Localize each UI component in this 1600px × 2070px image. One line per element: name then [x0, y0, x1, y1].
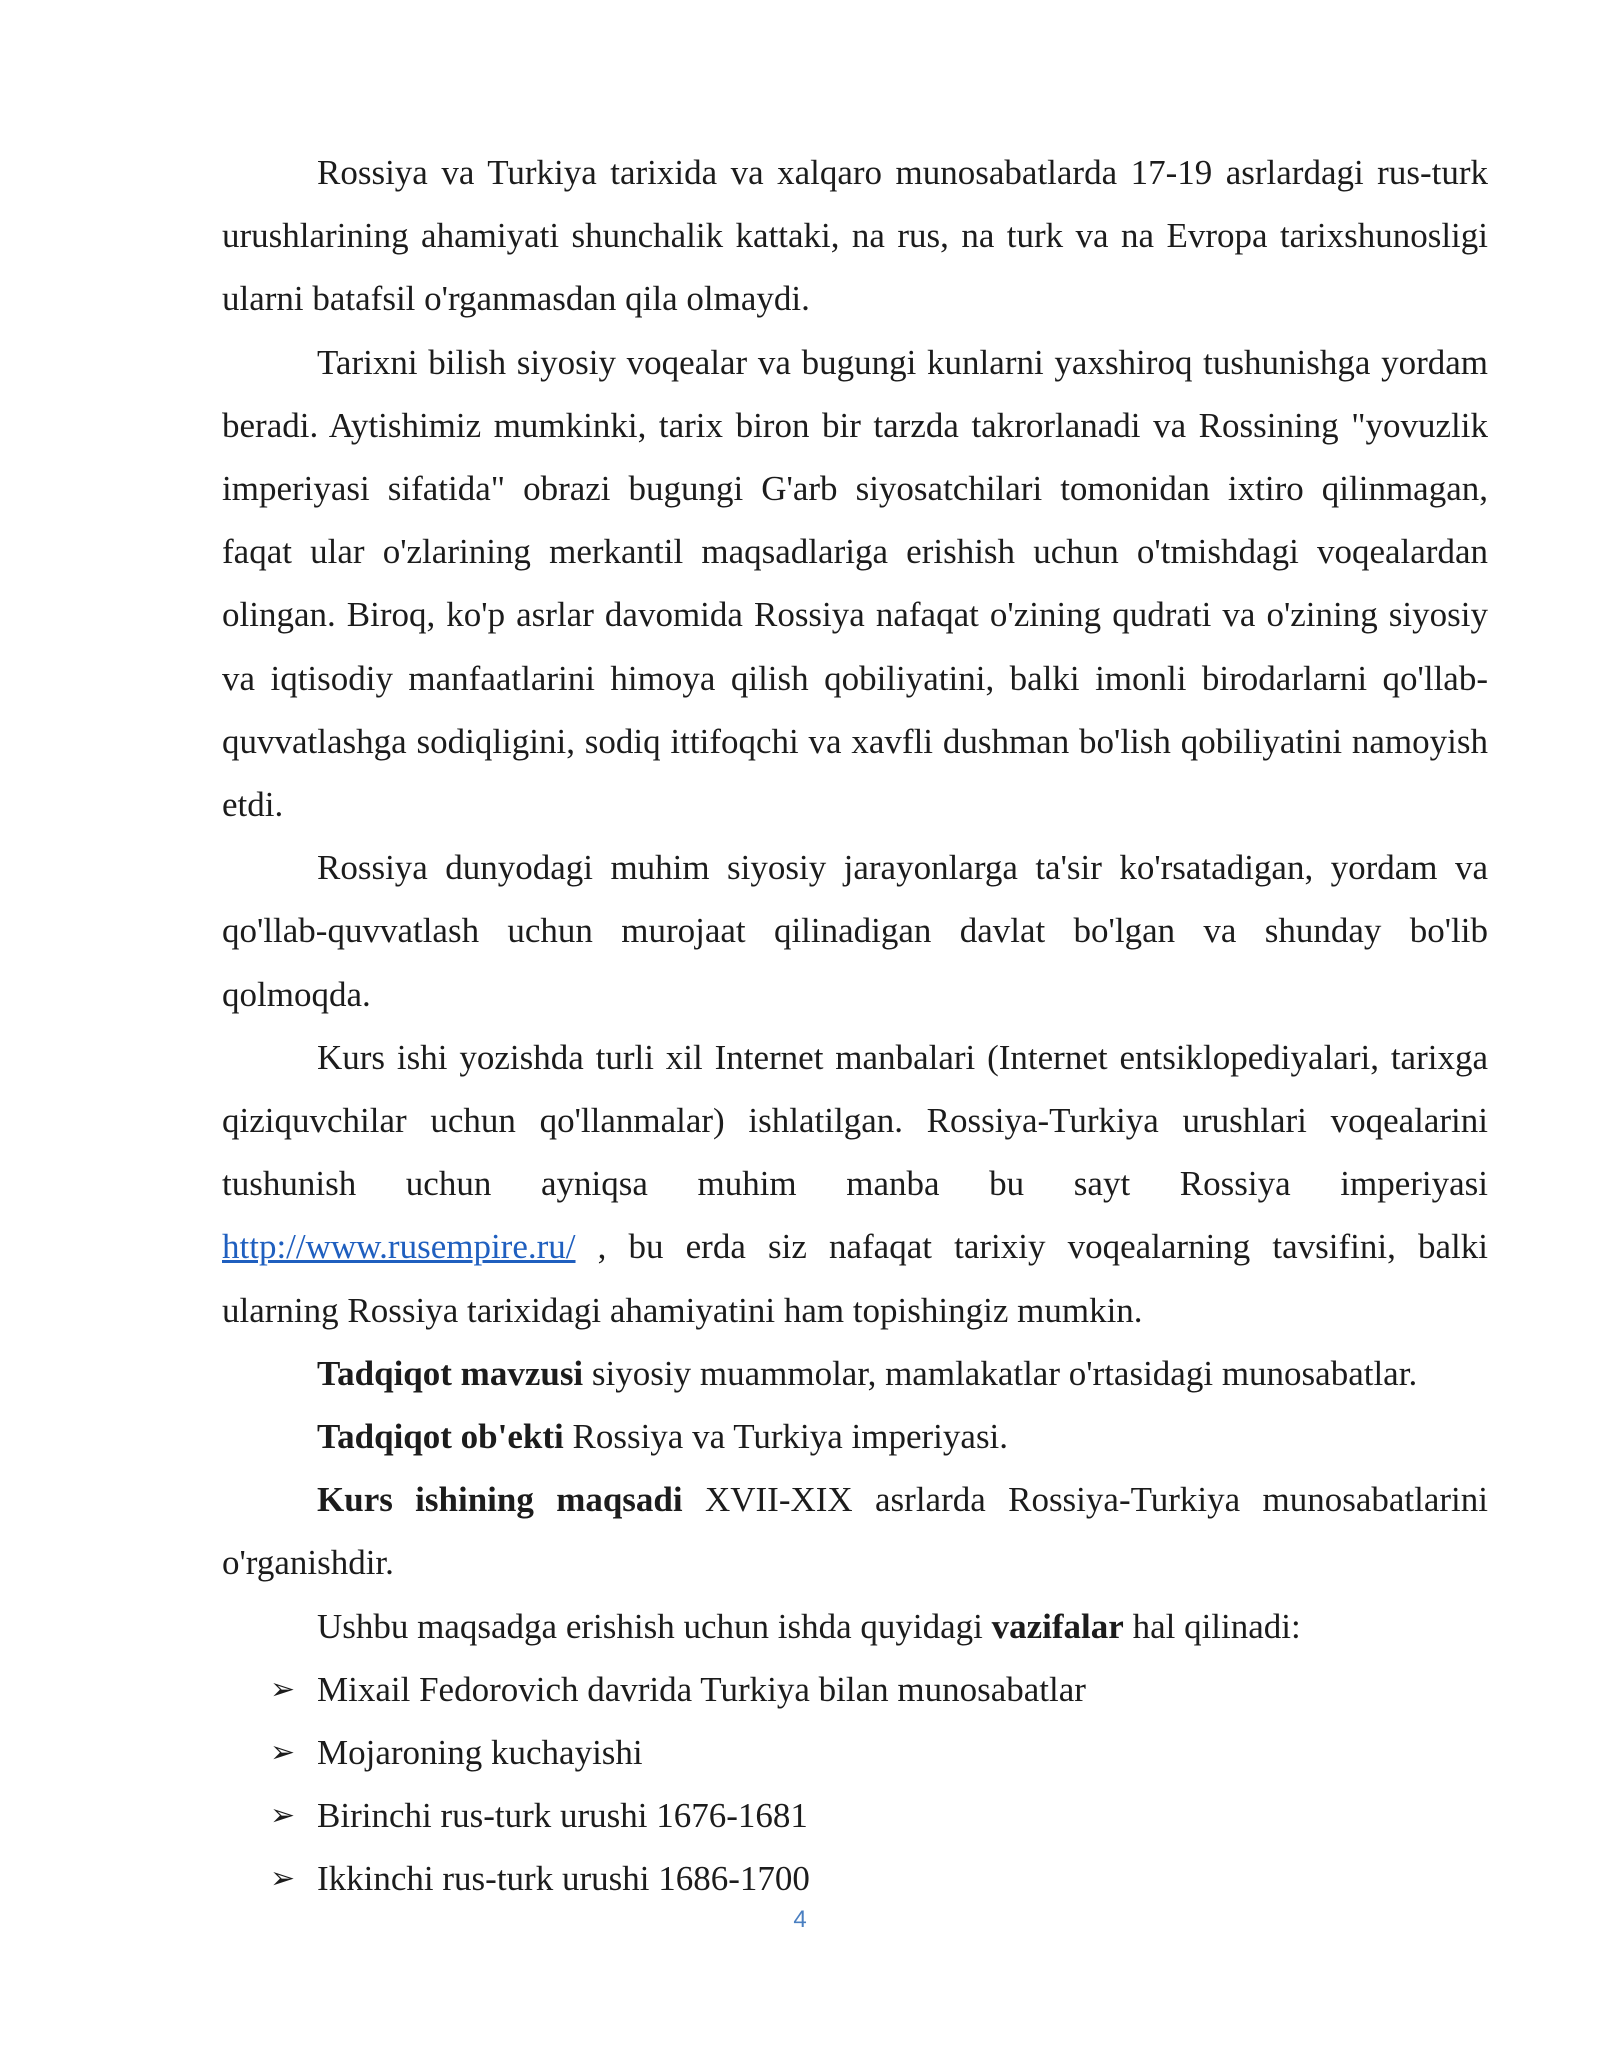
tasks-intro-text-end: hal qilinadi:: [1123, 1606, 1301, 1646]
paragraph-sources: [222, 1026, 1488, 1342]
paragraph-russia-role: Rossiya dunyodagi muhim siyosiy jarayonlarga ta'sir ko'rsatadigan, yordam va qo'llab-quvvatlash uchun murojaat qilinadigan davlat bo'lgan va shunday bo'lib qolmoqda.: [222, 848, 1488, 1014]
paragraph-research-subject: [222, 1342, 1488, 1405]
page-number: 4: [793, 1906, 807, 1933]
rusempire-link[interactable]: http://www.rusempire.ru/: [222, 1227, 576, 1267]
arrowhead-bullet-icon: ➢: [270, 1798, 296, 1834]
research-subject-text: siyosiy muammolar, mamlakatlar o'rtasidagi munosabatlar.: [583, 1353, 1418, 1393]
list-item: [222, 1847, 1488, 1910]
paragraph-goal: [222, 1468, 1488, 1594]
arrowhead-bullet-icon: ➢: [270, 1735, 296, 1771]
goal-text: XVII-XIX asrlarda Rossiya-Turkiya munosabatlarini o'rganishdir.: [222, 1480, 1488, 1583]
list-item-text: Mixail Fedorovich davrida Turkiya bilan munosabatlar: [317, 1669, 1086, 1709]
list-item: [222, 1658, 1488, 1721]
arrowhead-bullet-icon: ➢: [270, 1671, 296, 1707]
arrowhead-bullet-icon: ➢: [270, 1861, 296, 1897]
sources-text: Kurs ishi yozishda turli xil Internet manbalari (Internet entsiklopediyalari, tarixga qiziquvchilar uchun qo'llanmalar) ishlatilgan. Rossiya-Turkiya urushlari voqealarini tushunish uchun ayniqsa muhim manba bu sayt Rossiya imperiyasi: [222, 1037, 1488, 1204]
sources-text-continued: , bu erda siz nafaqat tarixiy voqealarning tavsifini, balki ularning Rossiya tarixidagi ahamiyatini ham topishingiz mumkin.: [222, 1227, 1488, 1330]
research-object-text: Rossiya va Turkiya imperiyasi.: [563, 1417, 1009, 1457]
list-item-text: Mojaroning kuchayishi: [317, 1733, 643, 1773]
paragraph-tasks-intro: [222, 1595, 1488, 1658]
research-object-label: Tadqiqot ob'ekti: [317, 1417, 564, 1457]
list-item-text: Birinchi rus-turk urushi 1676-1681: [317, 1796, 808, 1836]
paragraph-history: Tarixni bilish siyosiy voqealar va bugungi kunlarni yaxshiroq tushunishga yordam beradi. Aytishimiz mumkinki, tarix biron bir tarzda takrorlanadi va Rossining "yovuzlik imperiyasi sifatida" obrazi bugungi G'arb siyosatchilari tomonidan ixtiro qilinmagan, faqat ular o'zlarining merkantil maqsadlariga erishish uchun o'tmishdagi voqealardan olingan. Biroq, ko'p asrlar davomida Rossiya nafaqat o'zining qudrati va o'zining siyosiy va iqtisodiy manfaatlarini himoya qilish qobiliyatini, balki imonli birodarlarni qo'llab-quvvatlashga sodiqligini, sodiq ittifoqchi va xavfli dushman bo'lish qobiliyatini namoyish etdi.: [222, 342, 1488, 825]
tasks-intro-text: Ushbu maqsadga erishish uchun ishda quyidagi: [317, 1606, 992, 1646]
list-item: [222, 1721, 1488, 1784]
tasks-list: [222, 1658, 1488, 1911]
research-subject-label: Tadqiqot mavzusi: [317, 1353, 584, 1393]
paragraph-intro: Rossiya va Turkiya tarixida va xalqaro munosabatlarda 17-19 asrlardagi rus-turk urushlarining ahamiyati shunchalik kattaki, na rus, na turk va na Evropa tarixshunosligi ularni batafsil o'rganmasdan qila olmaydi.: [222, 153, 1488, 319]
paragraph-research-object: [222, 1405, 1488, 1468]
list-item: [222, 1784, 1488, 1847]
document-body: [222, 141, 1488, 1911]
tasks-label: vazifalar: [991, 1606, 1124, 1646]
goal-label: Kurs ishining maqsadi: [317, 1480, 683, 1520]
list-item-text: Ikkinchi rus-turk urushi 1686-1700: [317, 1859, 810, 1899]
